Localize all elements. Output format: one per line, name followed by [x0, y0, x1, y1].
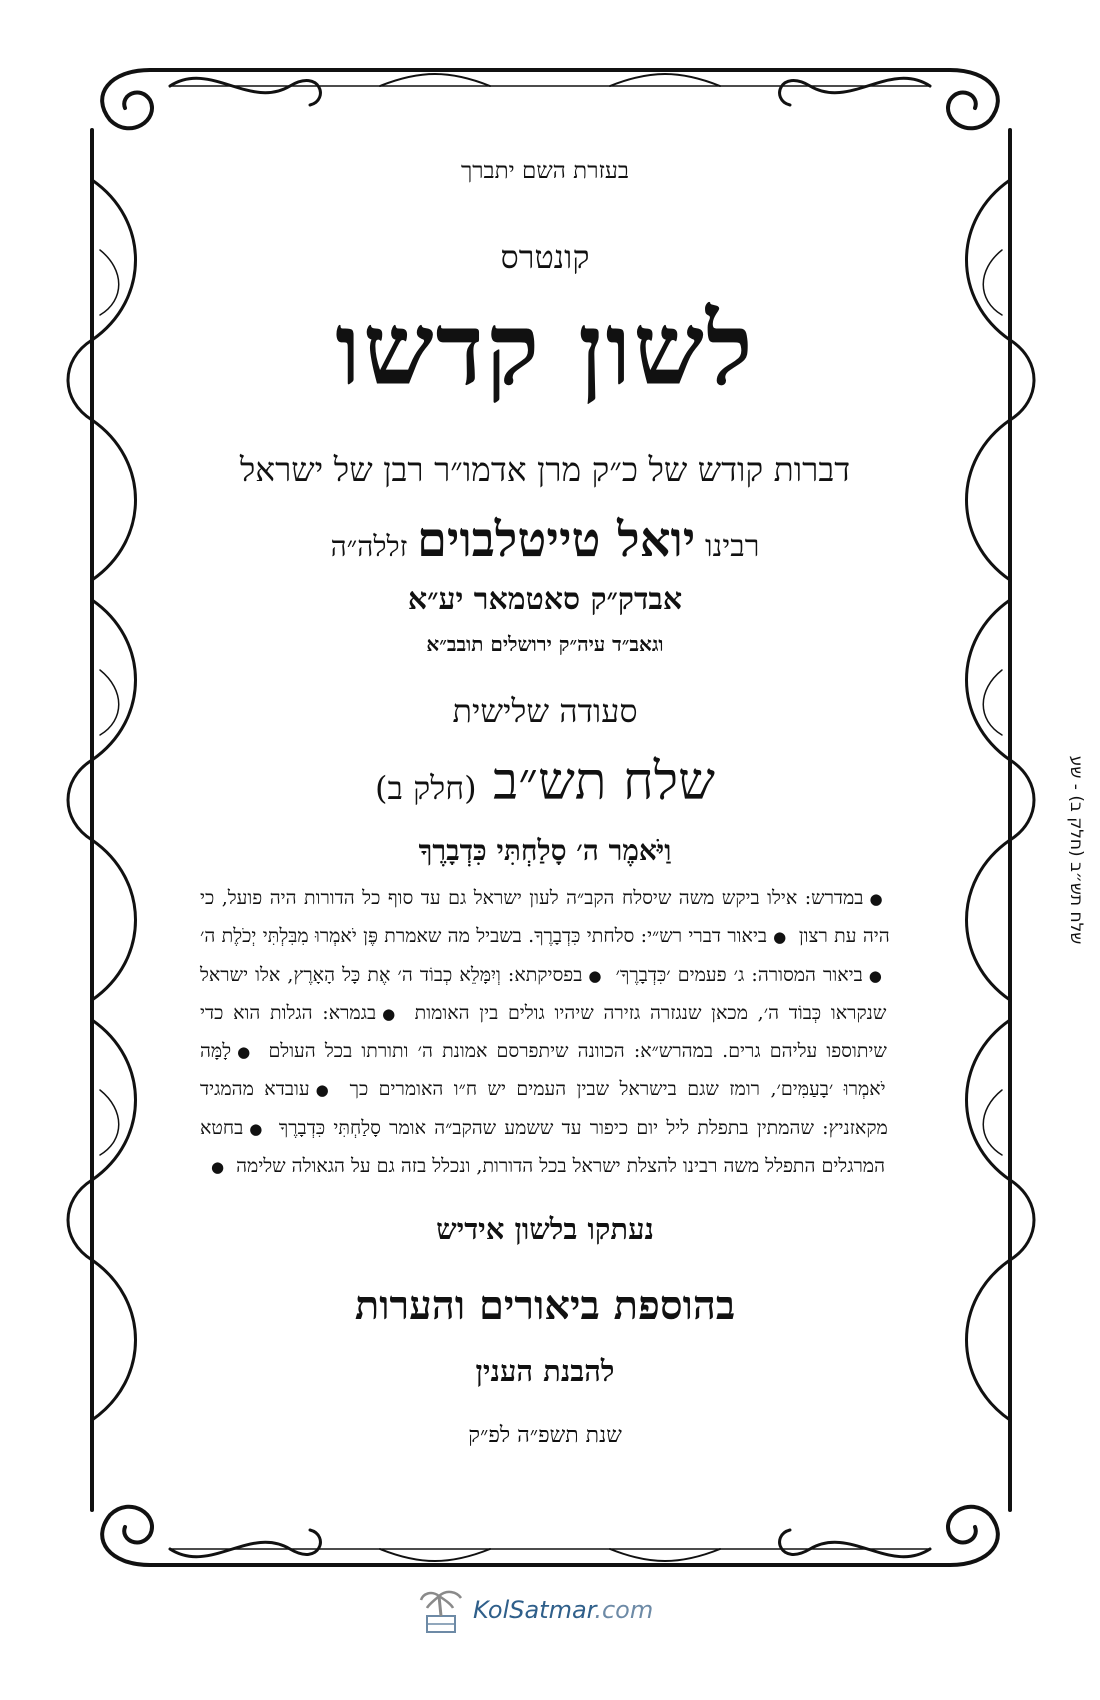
purpose-line: להבנת הענין [475, 1354, 615, 1388]
topic-summary [200, 880, 890, 1186]
side-label: שלח תש״ב (חלק ב) - שע [1066, 755, 1086, 945]
author-name-line [200, 512, 890, 568]
summary-item: במדרש: אילו ביקש משה שיסלח הקב״ה לעון ישראל גם עד סוף כל הדורות היה פועל, כי היה עת רצון [200, 887, 890, 948]
bullet-icon: ● [868, 966, 883, 985]
translation-note: נעתקו בלשון אידיש [436, 1212, 654, 1246]
book-title: לשון קדשו [335, 290, 755, 408]
summary-item: בפסיקתא: וְיִמָּלֵא כְבוֹד ה׳ אֶת כָּל הָאָרֶץ, אלו ישראל שנקראו כְּבוֹד ה׳, מכאן שנגזרה גזירה שיהיו גולים בין האומות [200, 963, 887, 1024]
bullet-icon: ● [382, 1004, 399, 1023]
bullet-icon: ● [237, 1043, 254, 1062]
author-name: יואל טייטלבוים [416, 512, 696, 568]
kolsatmar-logo[interactable] [415, 1586, 715, 1638]
part-label: (חלק ב) [375, 769, 477, 807]
bullet-icon: ● [210, 1158, 225, 1177]
kuntres-label: קונטרס [500, 238, 590, 276]
summary-item: ביאור המסורה: ג׳ פעמים ׳כִּדְבָרֶךָ׳ [615, 963, 863, 986]
parsha-name: שלח תש״ב [493, 752, 715, 812]
summary-item: בגמרא: הגלות הוא כדי שיתוספו עליהם גרים. במהרש״א: הכוונה שיתפרסם אמונת ה׳ ותורתו בכל העולם [200, 1001, 887, 1063]
publication-year: שנת תשפ״ה לפ״ק [468, 1423, 622, 1448]
author-honorific: זללה״ה [330, 530, 408, 563]
bullet-icon: ● [588, 966, 603, 985]
bullet-icon: ● [315, 1081, 334, 1100]
title-page [200, 140, 890, 1448]
palm-tree-logo-icon [415, 1586, 467, 1638]
logo-domain: .com [594, 1596, 654, 1624]
bullet-icon: ● [773, 928, 787, 947]
logo-brand: KolSatmar [473, 1596, 595, 1624]
summary-item: עובדא מהמגיד מקאזניץ: שהמתין בתפלת ליל יום כיפור עד ששמע שהקב״ה אומר סָלַחְתִּי כִּדְבָרֶךָ [200, 1078, 888, 1139]
summary-item: לָמָּה יֹאמְרוּ ׳בָעַמִּים׳, רומז שגם בישראל שבין העמים יש ח״ו האומרים כך [200, 1040, 886, 1101]
rabbeinu-label: רבינו [704, 529, 760, 564]
bullet-icon: ● [869, 890, 884, 908]
bullet-icon: ● [249, 1119, 265, 1138]
logo-text [473, 1596, 653, 1624]
blessing-heading: בעזרת השם יתברך [460, 158, 630, 184]
occasion-label: סעודה שלישית [452, 692, 638, 730]
summary-item: בחטא המרגלים התפלל משה רבינו להצלת ישראל בכל הדורות, ונכלל בזה גם על הגאולה שלימה [200, 1116, 885, 1178]
author-title-jerusalem: וגאב״ד עיה״ק ירושלים תובב״א [426, 632, 664, 656]
parsha-heading [200, 752, 890, 812]
author-intro: דברות קודש של כ״ק מרן אדמו״ר רבן של ישראל [239, 450, 851, 489]
additions-heading: בהוספת ביאורים והערות [354, 1282, 736, 1329]
verse-heading: וַיֹּאמֶר ה׳ סָלַחְתִּי כִּדְבָרֶךָ [418, 834, 672, 867]
summary-item: ביאור דברי רש״י: סלחתי כִּדְבָרֶךָ. בשביל מה שאמרת פֶּן יֹאמְרוּ מִבִּלְתִּי יְכֹלֶת ה׳ [200, 925, 768, 948]
author-title-satmar: אבדק״ק סאטמאר יע״א [407, 582, 683, 617]
